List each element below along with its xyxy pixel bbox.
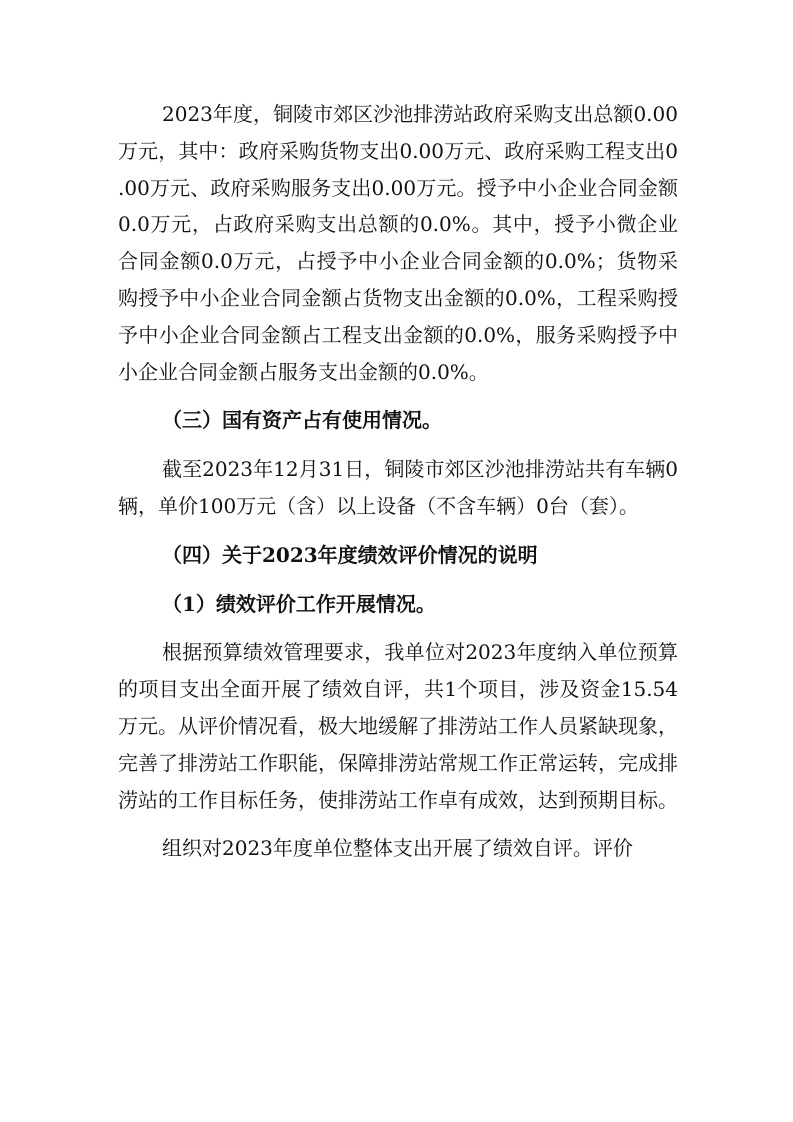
spacer bbox=[118, 390, 678, 402]
spacer bbox=[118, 818, 678, 830]
spacer bbox=[118, 574, 678, 586]
section-heading-performance: （四）关于2023年度绩效评价情况的说明 bbox=[162, 542, 538, 567]
spacer bbox=[118, 439, 678, 451]
document-page bbox=[118, 96, 678, 867]
section-heading-state-assets: （三）国有资产占有使用情况。 bbox=[162, 408, 442, 433]
assets-paragraph: 截至2023年12月31日，铜陵市郊区沙池排涝站共有车辆0辆，单价100万元（含）以上设备（不含车辆）0台（套）。 bbox=[118, 457, 678, 518]
overall-evaluation-paragraph: 组织对2023年度单位整体支出开展了绩效自评。评价 bbox=[162, 836, 633, 861]
spacer bbox=[118, 525, 678, 537]
spacer bbox=[118, 622, 678, 634]
procurement-paragraph: 2023年度，铜陵市郊区沙池排涝站政府采购支出总额0.00万元，其中：政府采购货物支出0.00万元、政府采购工程支出0.00万元、政府采购服务支出0.00万元。授予中小企业合同金额0.0万元，占政府采购支出总额的0.0%。其中，授予小微企业合同金额0.0万元，占授予中小企业合同金额的0.0%；货物采购授予中小企业合同金额占货物支出金额的0.0%，工程采购授予中小企业合同金额占工程支出金额的0.0%，服务采购授予中小企业合同金额占服务支出金额的0.0%。 bbox=[118, 102, 678, 384]
evaluation-paragraph: 根据预算绩效管理要求，我单位对2023年度纳入单位预算的项目支出全面开展了绩效自评，共1个项目，涉及资金15.54万元。从评价情况看，极大地缓解了排涝站工作人员紧缺现象，完善了排涝站工作职能，保障排涝站常规工作正常运转，完成排涝站的工作目标任务，使排涝站工作卓有成效，达到预期目标。 bbox=[118, 640, 678, 812]
subsection-heading-evaluation: （1）绩效评价工作开展情况。 bbox=[162, 591, 436, 616]
